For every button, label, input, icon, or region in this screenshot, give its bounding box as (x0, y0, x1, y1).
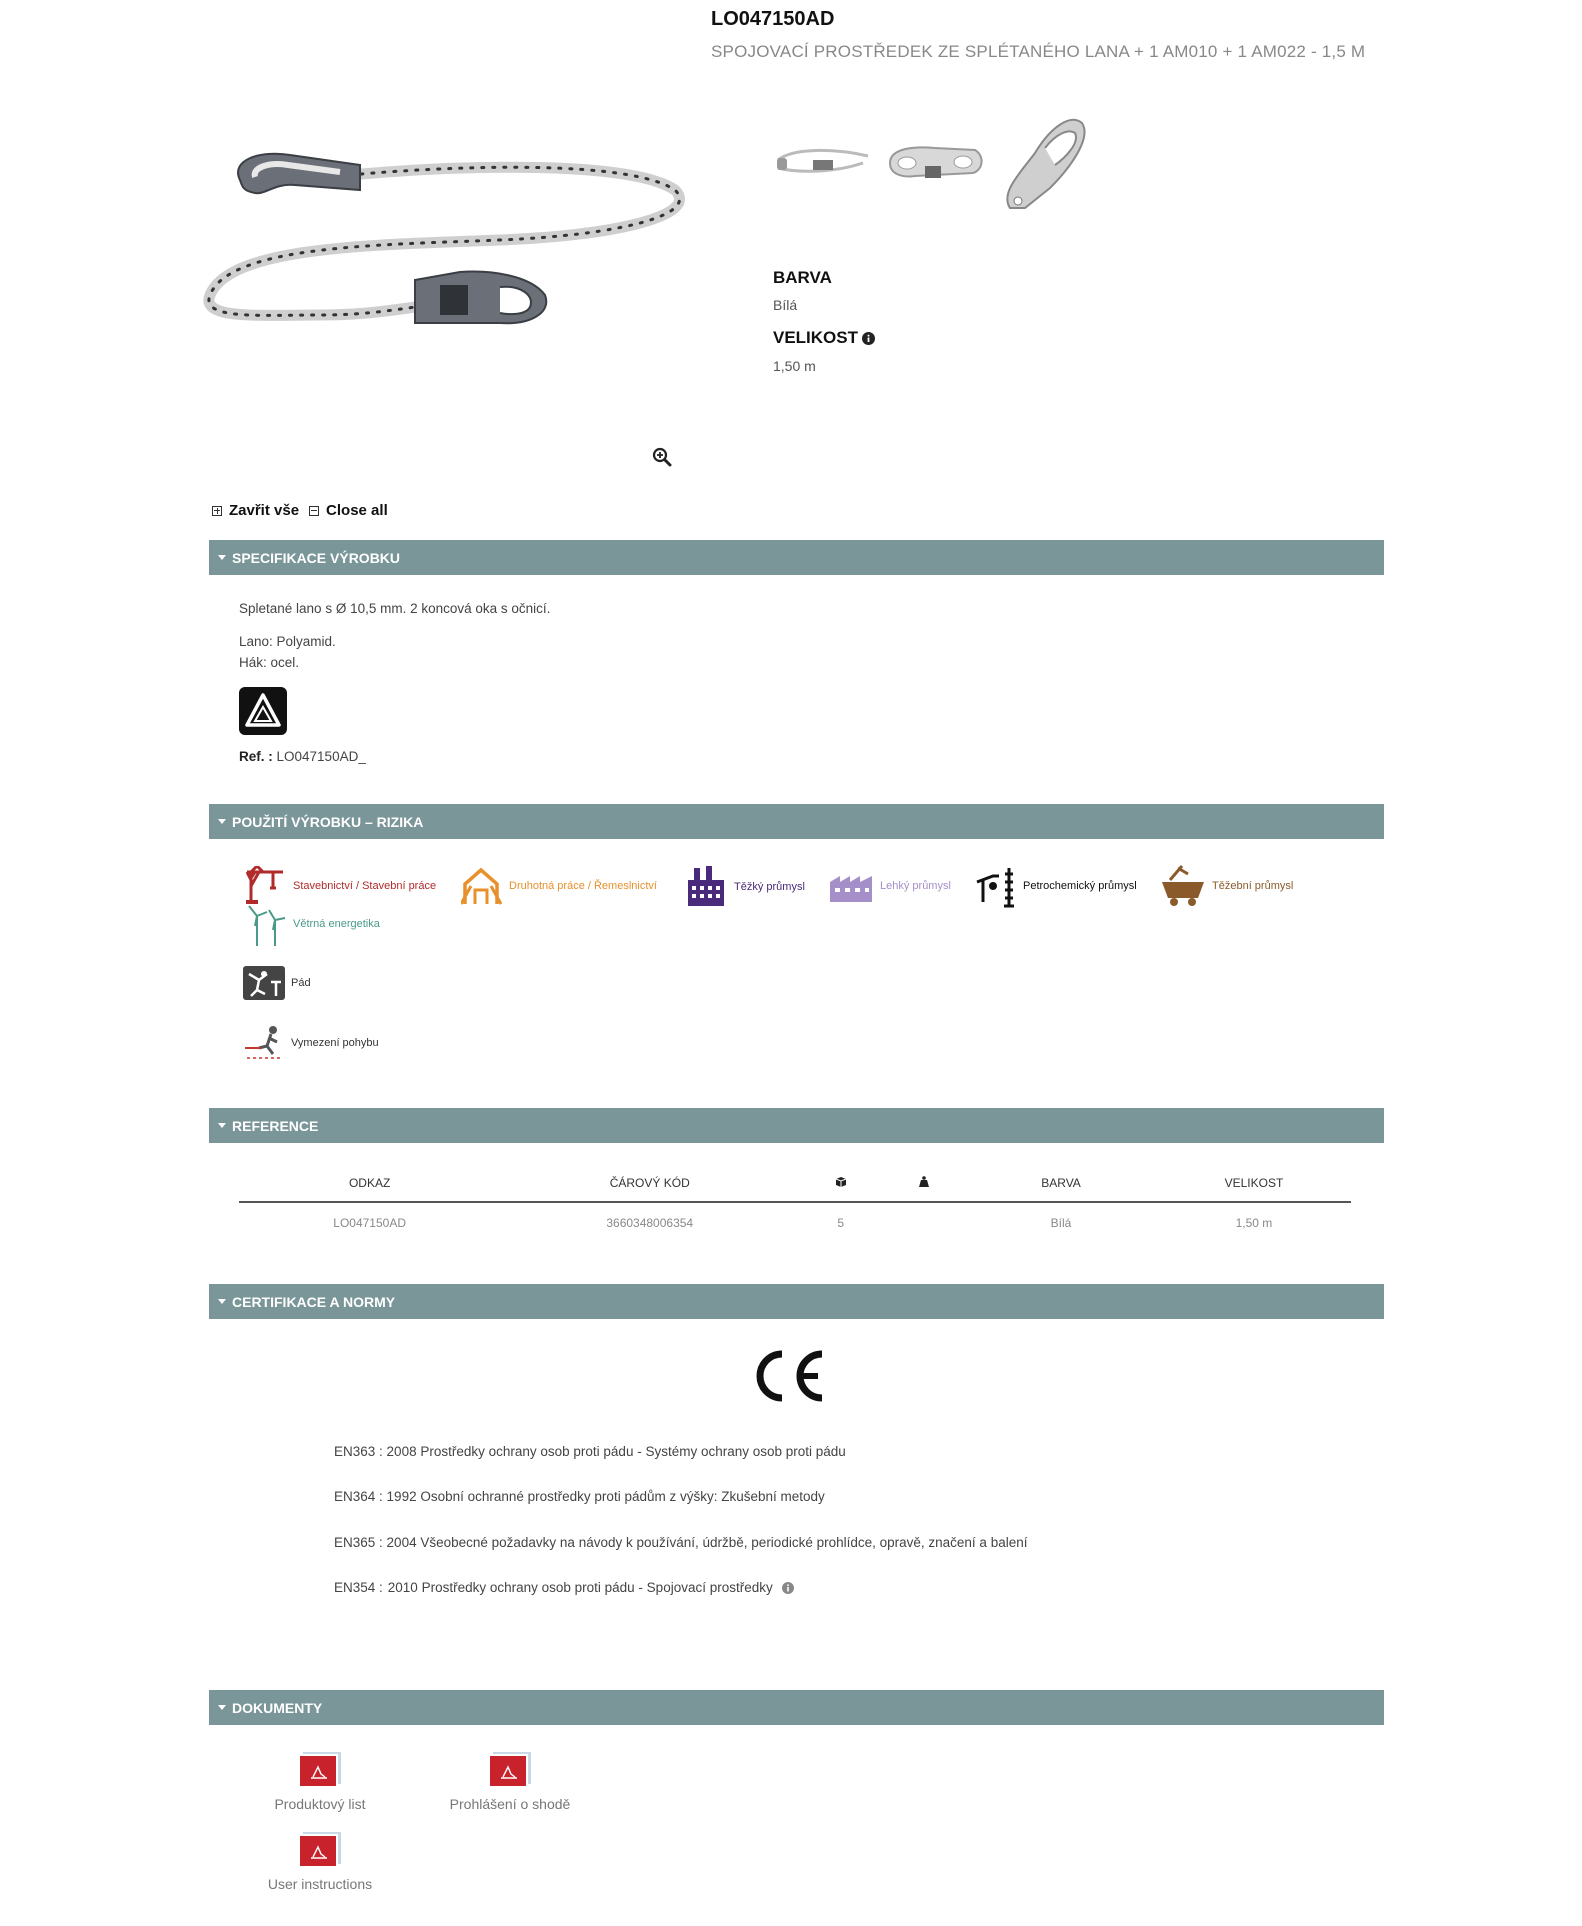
column-header: ODKAZ (239, 1165, 500, 1202)
risk-label: Pád (291, 977, 311, 989)
product-main-image[interactable] (200, 145, 690, 345)
cell-weight (882, 1202, 965, 1243)
restraint-icon (243, 1024, 285, 1062)
section-header-reference[interactable] (209, 1108, 1384, 1143)
weight-icon (882, 1165, 965, 1202)
sector-label: Petrochemický průmysl (1023, 880, 1137, 892)
plus-square-icon (212, 506, 222, 516)
caret-down-icon (218, 1705, 226, 1710)
section-title: SPECIFIKACE VÝROBKU (232, 549, 401, 566)
norm-text: 2004 Všeobecné požadavky na návody k používání, údržbě, periodické prohlídce, opravě, značení a balení (386, 1535, 1028, 1550)
caret-down-icon (218, 555, 226, 560)
pdf-icon (489, 1752, 531, 1788)
section-header-certification[interactable] (209, 1284, 1384, 1319)
section-title: POUŽITÍ VÝROBKU – RIZIKA (232, 813, 424, 830)
cell-color: Bílá (1050, 1216, 1072, 1230)
product-subtitle: SPOJOVACÍ PROSTŘEDEK ZE SPLÉTANÉHO LANA + 1 AM010 + 1 AM022 - 1,5 M (711, 42, 1366, 61)
document-label: Produktový list (274, 1796, 366, 1812)
ref-row (239, 749, 366, 764)
thumbnail-scaffold-hook[interactable] (1000, 113, 1090, 213)
crane-icon (243, 866, 287, 906)
mine-cart-icon (1160, 864, 1206, 908)
cell-qty: 5 (837, 1216, 845, 1230)
pdf-icon (299, 1752, 341, 1788)
norm-item (334, 1535, 1027, 1550)
norm-text: 2008 Prostředky ochrany osob proti pádu - Systémy ochrany osob proti pádu (386, 1444, 846, 1459)
reference-table (239, 1165, 1351, 1243)
table-row (239, 1202, 1351, 1243)
info-icon[interactable] (862, 332, 875, 345)
sector-construction (243, 866, 436, 906)
sector-label: Těžký průmysl (734, 881, 805, 893)
document-user-instructions[interactable] (250, 1832, 390, 1892)
oil-pump-icon (975, 864, 1017, 908)
caret-down-icon (218, 819, 226, 824)
spec-line: Hák: ocel. (239, 655, 300, 670)
norm-code: EN354 : (334, 1580, 383, 1595)
cell-ref: LO047150AD (333, 1216, 406, 1230)
fall-risk-icon (243, 966, 285, 1000)
section-header-usage[interactable] (209, 804, 1384, 839)
norm-item (334, 1444, 846, 1459)
size-value: 1,50 m (773, 358, 816, 374)
thumbnail-lanyard[interactable] (773, 108, 873, 208)
norm-code: EN364 : (334, 1489, 383, 1504)
sector-heavy-industry (684, 866, 805, 908)
document-label: User instructions (267, 1876, 373, 1892)
risk-fall (243, 966, 311, 1000)
norm-code: EN363 : (334, 1444, 383, 1459)
sector-label: Stavebnictví / Stavební práce (293, 880, 437, 892)
size-label-row (773, 328, 875, 348)
column-header: BARVA (965, 1165, 1157, 1202)
light-factory-icon (828, 866, 874, 906)
section-header-documents[interactable] (209, 1690, 1384, 1725)
spec-line: Spletané lano s Ø 10,5 mm. 2 koncová oka s očnicí. (239, 601, 551, 616)
thumbnail-snap-hook[interactable] (885, 108, 985, 208)
sector-light-industry (828, 866, 951, 906)
color-value: Bílá (773, 297, 798, 313)
expand-all-label: Zavřit vše (229, 502, 300, 519)
info-icon[interactable] (782, 1582, 794, 1594)
minus-square-icon (309, 506, 319, 516)
spec-line: Lano: Polyamid. (239, 634, 336, 649)
table-header-row (239, 1165, 1351, 1202)
box-quantity-icon (799, 1165, 882, 1202)
cell-size: 1,50 m (1235, 1216, 1273, 1230)
heavy-factory-icon (684, 866, 728, 908)
section-title: DOKUMENTY (232, 1699, 323, 1716)
sector-petrochemical (975, 864, 1137, 908)
section-header-specification[interactable] (209, 540, 1384, 575)
close-all-button[interactable] (309, 502, 388, 519)
risk-label: Vymezení pohybu (291, 1037, 379, 1049)
ref-value: LO047150AD_ (276, 749, 366, 764)
size-label: VELIKOST (773, 328, 859, 347)
risk-movement-restriction (243, 1024, 379, 1062)
norm-text: 1992 Osobní ochranné prostředky proti pádům z výšky: Zkušební metody (386, 1489, 825, 1504)
section-title: CERTIFIKACE A NORMY (232, 1293, 396, 1310)
house-tools-icon (461, 866, 503, 906)
norm-text: 2010 Prostředky ochrany osob proti pádu - Spojovací prostředky (387, 1580, 773, 1595)
caret-down-icon (218, 1299, 226, 1304)
section-title: REFERENCE (232, 1117, 319, 1134)
ref-label: Ref. : (239, 749, 273, 764)
zoom-in-icon[interactable] (652, 447, 672, 467)
sector-wind-energy (243, 902, 380, 946)
document-label: Prohlášení o shodě (449, 1796, 571, 1812)
expand-all-button[interactable] (212, 502, 299, 519)
document-declaration-of-conformity[interactable] (440, 1752, 580, 1812)
norm-item (334, 1489, 825, 1504)
norm-code: EN365 : (334, 1535, 383, 1550)
pdf-icon (299, 1832, 341, 1868)
sector-label: Větrná energetika (293, 918, 380, 930)
ce-mark-logo (748, 1348, 826, 1404)
column-header: VELIKOST (1157, 1165, 1351, 1202)
product-code: LO047150AD (711, 8, 835, 30)
norm-item (334, 1580, 794, 1595)
document-product-sheet[interactable] (250, 1752, 390, 1812)
color-label: BARVA (773, 268, 832, 287)
sector-crafts (461, 866, 657, 906)
toggle-row (212, 502, 388, 519)
column-header: ČÁROVÝ KÓD (500, 1165, 799, 1202)
sector-label: Těžební průmysl (1212, 880, 1294, 892)
brand-logo-icon (239, 687, 287, 735)
sector-mining (1160, 864, 1293, 908)
sector-label: Druhotná práce / Řemeslnictví (509, 880, 657, 892)
close-all-label: Close all (326, 502, 388, 519)
sector-label: Lehký průmysl (880, 880, 951, 892)
wind-turbine-icon (243, 902, 287, 946)
caret-down-icon (218, 1123, 226, 1128)
cell-barcode: 3660348006354 (606, 1216, 694, 1230)
